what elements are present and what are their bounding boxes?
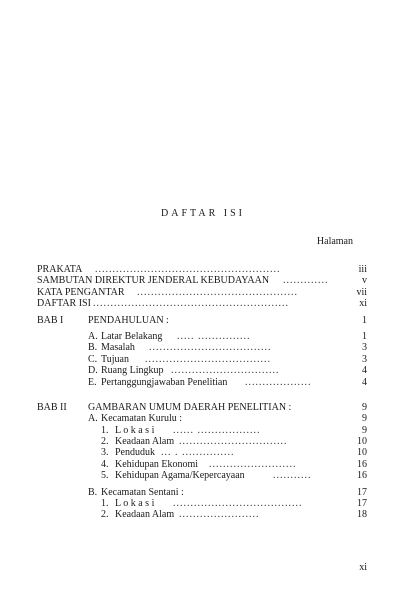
leader-dots: ... . ...............: [161, 447, 235, 459]
toc-entry-number: B.: [88, 342, 98, 354]
toc-entry: [37, 459, 367, 470]
toc-entry-number: 1.: [101, 498, 109, 510]
leader-dots: .......................: [179, 509, 260, 521]
leader-dots: .....................................................: [95, 264, 281, 275]
toc-entry-number: 3.: [101, 447, 109, 459]
page-title: DAFTAR ISI: [161, 208, 245, 219]
toc-entry-text: SAMBUTAN DIREKTUR JENDERAL KEBUDAYAAN: [37, 275, 270, 287]
toc-entry-page: 9: [362, 424, 367, 436]
toc-entry-page: 9: [362, 401, 367, 413]
toc-entry-page: v: [362, 275, 367, 287]
toc-entry-text: Latar Belakang: [101, 330, 163, 342]
toc-entry-number: D.: [88, 365, 98, 377]
toc-entry: [37, 377, 367, 388]
toc-entry-text: PRAKATA: [37, 264, 83, 275]
toc-entry: [37, 264, 367, 275]
toc-entry-page: 3: [362, 342, 367, 354]
toc-entry-text: Pertanggungjawaban Penelitian: [101, 376, 228, 388]
toc-entry-text: Kehidupan Agama/Kepercayaan: [115, 470, 245, 482]
leader-dots: .............: [283, 275, 329, 287]
toc-entry-number: C.: [88, 353, 98, 365]
chapter-label: BAB II: [37, 401, 67, 413]
toc-entry: [37, 287, 367, 298]
toc-entry: [37, 470, 367, 481]
toc-entry-page: iii: [358, 264, 367, 275]
toc-entry-text: Masalah: [101, 342, 135, 354]
leader-dots: ..... ...............: [177, 330, 251, 342]
toc-entry: [37, 447, 367, 458]
toc-entry-page: 17: [357, 486, 367, 498]
page-number: xi: [359, 562, 367, 573]
toc-entry-page: vii: [356, 286, 367, 298]
toc-entry-number: B.: [88, 486, 98, 498]
toc-chapter: [37, 315, 367, 326]
toc-entry-text: Keadaan Alam: [115, 436, 175, 448]
toc-entry-page: 1: [362, 314, 367, 326]
toc-entry: [37, 354, 367, 365]
toc-entry-page: 18: [357, 509, 367, 521]
leader-dots: ........................................................: [93, 298, 289, 310]
toc-entry-text: KATA PENGANTAR: [37, 286, 125, 298]
toc-entry-page: 10: [357, 436, 367, 448]
toc-entry-number: E.: [88, 376, 97, 388]
toc-entry-page: 10: [357, 447, 367, 459]
leader-dots: .....................................: [173, 498, 303, 510]
toc-entry-number: 2.: [101, 509, 109, 521]
toc-entry-text: Ruang Lingkup: [101, 365, 164, 377]
toc-entry: [37, 275, 367, 286]
table-of-contents: [37, 264, 367, 521]
toc-entry: [37, 342, 367, 353]
toc-section-text: Kecamatan Kurulu :: [101, 413, 183, 425]
toc-entry-page: 17: [357, 498, 367, 510]
toc-section: [37, 487, 367, 498]
chapter-title: GAMBARAN UMUM DAERAH PENELITIAN :: [88, 401, 292, 413]
leader-dots: ..............................................: [137, 286, 298, 298]
toc-entry-page: 16: [357, 470, 367, 482]
toc-entry-text: Keadaan Alam: [115, 509, 175, 521]
toc-entry-text: L o k a s i: [115, 424, 155, 436]
toc-entry-number: A.: [88, 413, 98, 425]
toc-entry: [37, 298, 367, 309]
toc-entry-number: 4.: [101, 458, 109, 470]
leader-dots: ...............................: [179, 436, 288, 448]
toc-entry: [37, 436, 367, 447]
toc-section: [37, 413, 367, 424]
toc-entry: [37, 331, 367, 342]
toc-entry-page: 3: [362, 353, 367, 365]
toc-entry-page: 9: [362, 413, 367, 425]
leader-dots: ...................................: [149, 342, 272, 354]
leader-dots: ...................: [245, 376, 312, 388]
toc-entry: [37, 509, 367, 520]
toc-chapter: [37, 402, 367, 413]
toc-entry-number: A.: [88, 330, 98, 342]
chapter-label: BAB I: [37, 314, 64, 326]
toc-entry-page: 4: [362, 376, 367, 388]
toc-entry-text: Kehidupan Ekonomi: [115, 458, 199, 470]
chapter-title: PENDAHULUAN :: [88, 314, 169, 326]
toc-entry-page: 16: [357, 458, 367, 470]
toc-entry: [37, 365, 367, 376]
toc-entry-number: 5.: [101, 470, 109, 482]
page-column-header: Halaman: [316, 236, 353, 247]
toc-entry-text: L o k a s i: [115, 498, 155, 510]
leader-dots: .........................: [209, 458, 297, 470]
toc-entry-page: 4: [362, 365, 367, 377]
toc-entry-page: xi: [359, 298, 367, 310]
toc-entry-text: Penduduk: [115, 447, 155, 459]
leader-dots: ...... ..................: [173, 424, 261, 436]
toc-entry-text: Tujuan: [101, 353, 129, 365]
toc-entry-text: DAFTAR ISI: [37, 298, 91, 310]
leader-dots: ...........: [273, 470, 312, 482]
toc-entry-number: 2.: [101, 436, 109, 448]
toc-entry: [37, 498, 367, 509]
leader-dots: ...............................: [171, 365, 280, 377]
toc-entry-number: 1.: [101, 424, 109, 436]
toc-entry: [37, 425, 367, 436]
leader-dots: ....................................: [145, 353, 271, 365]
toc-section-text: Kecamatan Sentani :: [101, 486, 184, 498]
toc-entry-page: 1: [362, 330, 367, 342]
